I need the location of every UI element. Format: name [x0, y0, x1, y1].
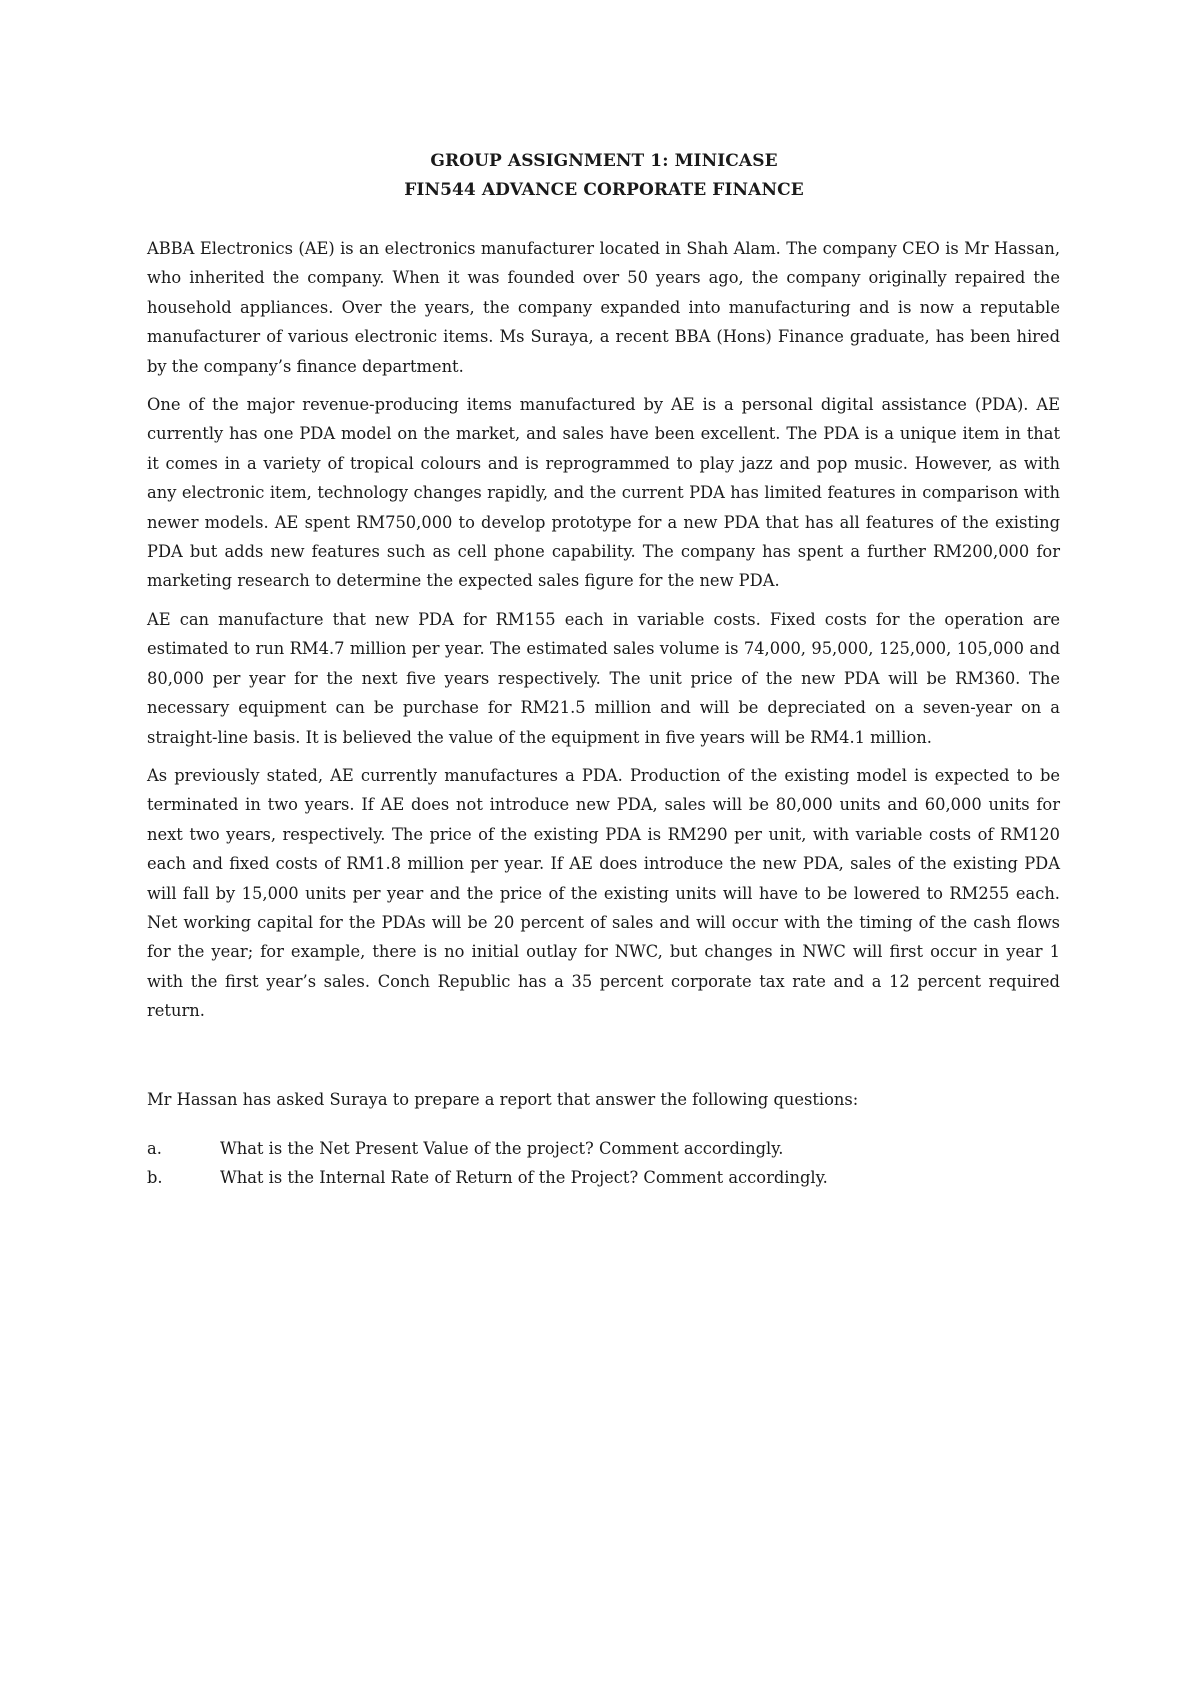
- document-body: [147, 234, 1060, 1193]
- question-text: What is the Internal Rate of Return of the Project? Comment accordingly.: [220, 1168, 828, 1188]
- question-letter: b.: [147, 1168, 163, 1188]
- question-letter: a.: [147, 1138, 162, 1158]
- document-heading: [148, 147, 1060, 205]
- paragraph-existing-pda: As previously stated, AE currently manufactures a PDA. Production of the existing model is expected to be terminated in two years. If AE does not introduce new PDA, sales will be 80,000 units and 60,000 units for next two years, respectively. The price of the existing PDA is RM290 per unit, with variable costs of RM120 each and fixed costs of RM1.8 million per year. If AE does introduce the new PDA, sales of the existing PDA will fall by 15,000 units per year and the price of the existing units will have to be lowered to RM255 each. Net working capital for the PDAs will be 20 percent of sales and will occur with the timing of the cash flows for the year; for example, there is no initial outlay for NWC, but changes in NWC will first occur in year 1 with the first year’s sales. Conch Republic has a 35 percent corporate tax rate and a 12 percent required return.: [147, 765, 1060, 1021]
- question-item: [147, 1134, 1060, 1163]
- paragraph-new-pda-costs: AE can manufacture that new PDA for RM155 each in variable costs. Fixed costs for the operation are estimated to run RM4.7 million per year. The estimated sales volume is 74,000, 95,000, 125,000, 105,000 and 80,000 per year for the next five years respectively. The unit price of the new PDA will be RM360. The necessary equipment can be purchase for RM21.5 million and will be depreciated on a seven-year on a straight-line basis. It is believed the value of the equipment in five years will be RM4.1 million.: [147, 609, 1060, 747]
- course-title: FIN544 ADVANCE CORPORATE FINANCE: [404, 180, 804, 200]
- assignment-title: GROUP ASSIGNMENT 1: MINICASE: [430, 151, 778, 171]
- question-item: [147, 1163, 1060, 1192]
- question-text: What is the Net Present Value of the project? Comment accordingly.: [220, 1138, 784, 1158]
- questions-intro: Mr Hassan has asked Suraya to prepare a report that answer the following questions:: [147, 1089, 859, 1109]
- paragraph-company-background: ABBA Electronics (AE) is an electronics manufacturer located in Shah Alam. The company CEO is Mr Hassan, who inherited the company. When it was founded over 50 years ago, the company originally repaired the household appliances. Over the years, the company expanded into manufacturing and is now a reputable manufacturer of various electronic items. Ms Suraya, a recent BBA (Hons) Finance graduate, has been hired by the company’s finance department.: [147, 239, 1060, 376]
- paragraph-pda-product: One of the major revenue-producing items manufactured by AE is a personal digital assistance (PDA). AE currently has one PDA model on the market, and sales have been excellent. The PDA is a unique item in that it comes in a variety of tropical colours and is reprogrammed to play jazz and pop music. However, as with any electronic item, technology changes rapidly, and the current PDA has limited features in comparison with newer models. AE spent RM750,000 to develop prototype for a new PDA that has all features of the existing PDA but adds new features such as cell phone capability. The company has spent a further RM200,000 for marketing research to determine the expected sales figure for the new PDA.: [147, 395, 1060, 591]
